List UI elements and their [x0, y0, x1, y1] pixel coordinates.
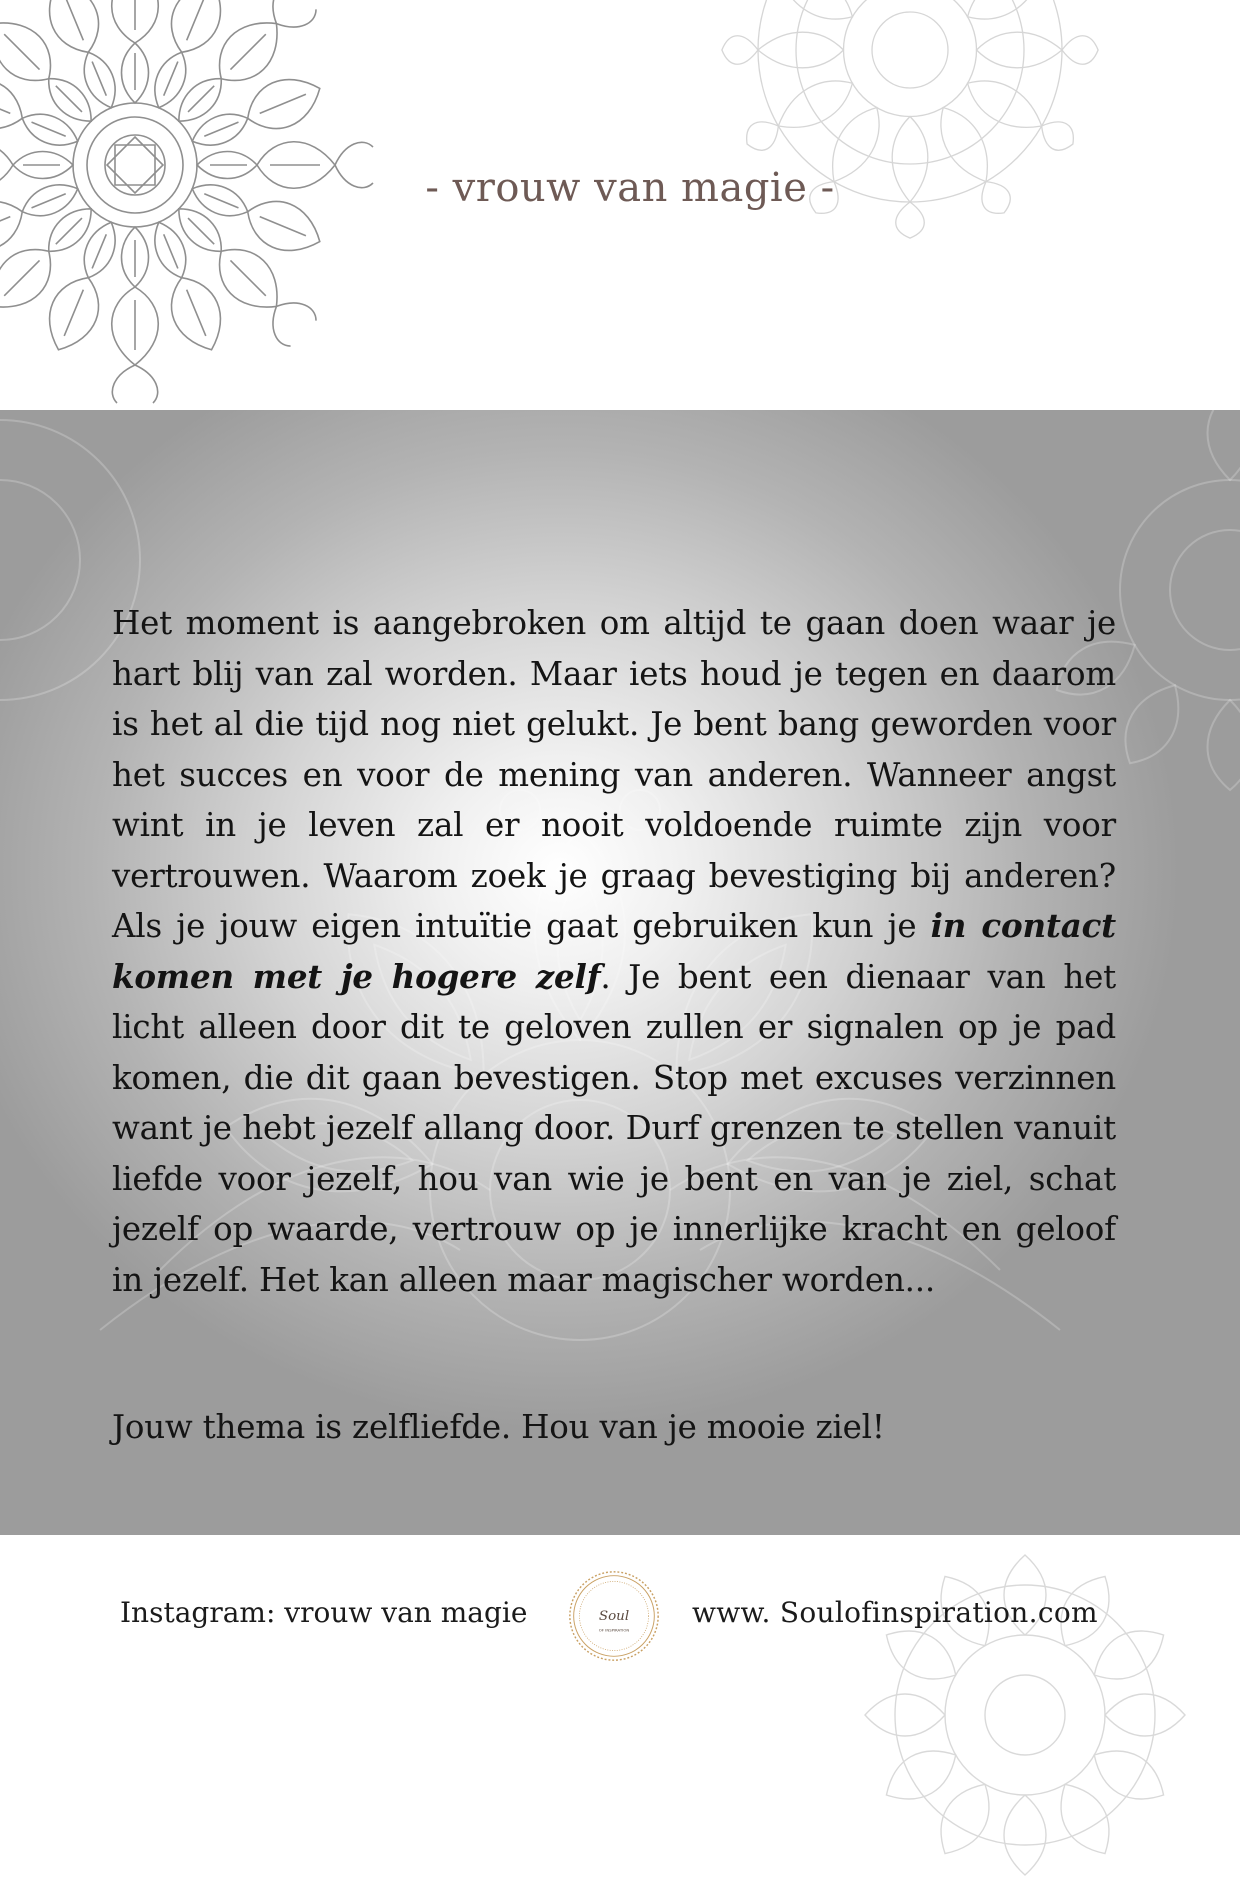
- message-paragraph: [112, 598, 1116, 1305]
- logo-subtext: OF INSPIRATION: [598, 1627, 630, 1633]
- message-card: [0, 410, 1240, 1535]
- paragraph-text: . Je bent een dienaar van het licht alleen door dit te geloven zullen er signalen op je pad komen, die dit gaan bevestigen. Stop met excuses verzinnen want je hebt jezelf allang door. Durf grenzen te stellen vanuit liefde voor jezelf, hou van wie je bent en van je ziel, schat jezelf op waarde, vertrouw op je innerlijke kracht en geloof in jezelf. Het kan alleen maar magischer worden...: [112, 957, 1116, 1299]
- page-title: - vrouw van magie -: [425, 165, 835, 211]
- soul-of-inspiration-logo: [566, 1568, 662, 1664]
- logo-text: Soul: [598, 1608, 630, 1624]
- website-link[interactable]: www. Soulofinspiration.com: [692, 1596, 1098, 1629]
- theme-line: Jouw thema is zelfliefde. Hou van je mooie ziel!: [112, 1408, 885, 1446]
- paragraph-text: Het moment is aangebroken om altijd te gaan doen waar je hart blij van zal worden. Maar iets houd je tegen en daarom is het al die tijd nog niet gelukt. Je bent bang geworden voor het succes en voor de mening van anderen. Wanneer angst wint in je leven zal er nooit voldoende ruimte zijn voor vertrouwen. Waarom zoek je graag bevestiging bij anderen? Als je jouw eigen intuïtie gaat gebruiken kun je: [112, 604, 1116, 945]
- paragraph-emphasis: in contact komen met je hogere zelf: [112, 906, 1116, 996]
- instagram-handle: Instagram: vrouw van magie: [120, 1596, 528, 1629]
